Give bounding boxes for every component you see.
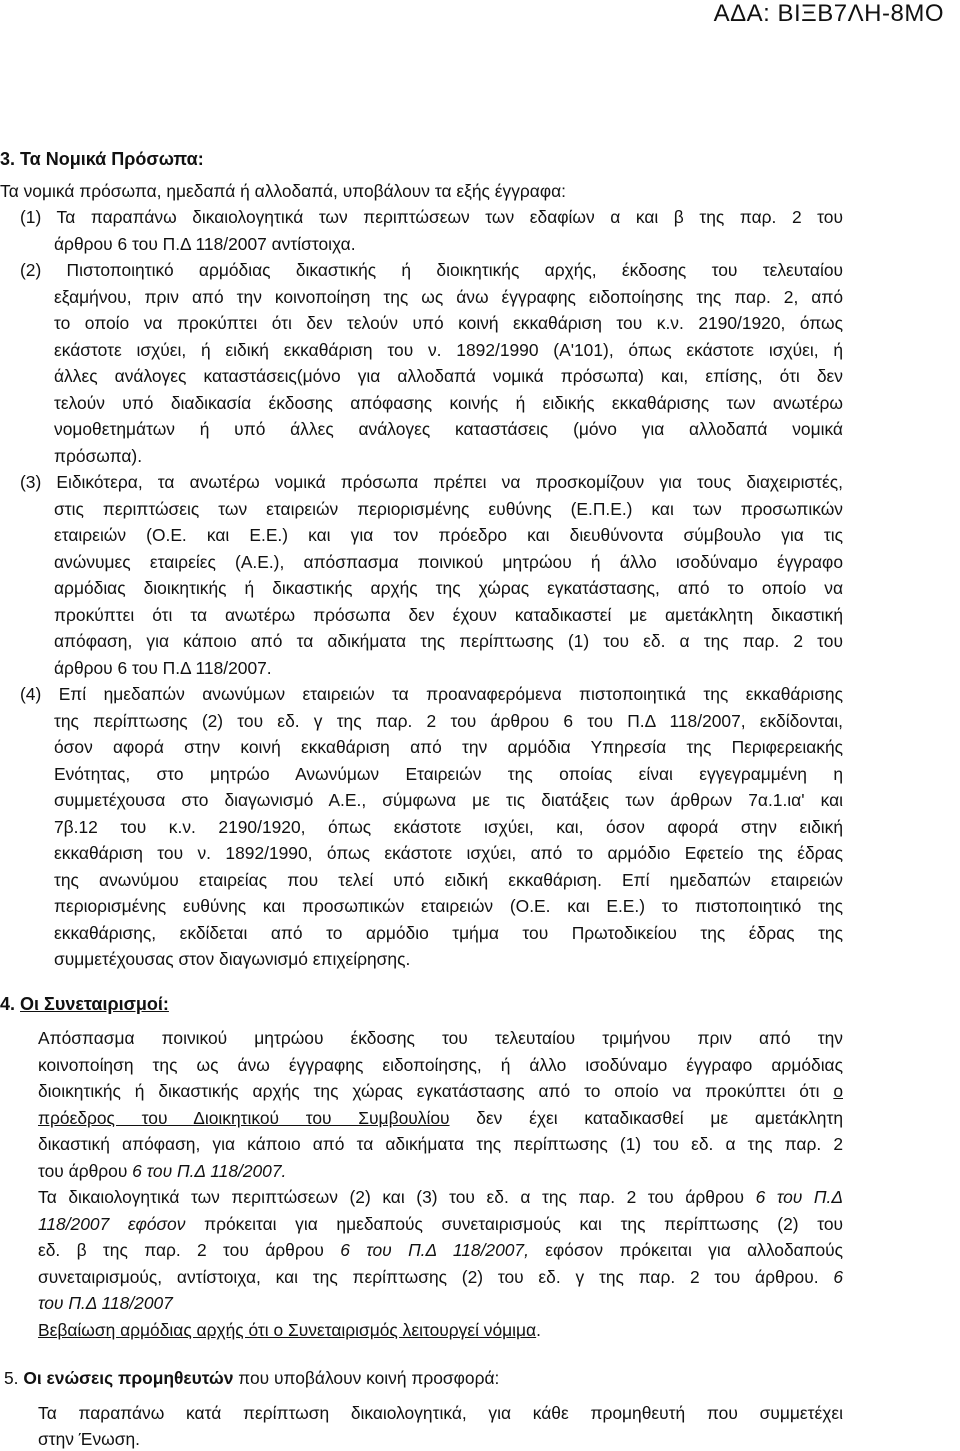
section-3-heading: 3. Τα Νομικά Πρόσωπα: <box>0 149 204 169</box>
paragraph-4-line: 7β.12 του κ.ν. 2190/1920, όπως εκάστοτε ισχύει, και, όσον αφορά στην ειδική <box>54 817 843 837</box>
paragraph-4-line: εκκαθάρισης, εκδίδεται από το αρμόδιο τμήμα του Πρωτοδικείου της έδρας της <box>54 923 843 943</box>
paragraph-3-line: ανώνυμες εταιρείες (Α.Ε.), απόσπασμα ποινικού μητρώου ή άλλο ισοδύναμο έγγραφο <box>54 552 843 572</box>
paragraph-2-line: πρόσωπα). <box>54 446 143 466</box>
paragraph-3-line: άρθρου 6 του Π.Δ 118/2007. <box>54 658 272 678</box>
paragraph-3-line: αρμόδιας διοικητικής ή δικαστικής αρχής της χώρας εγκατάστασης, από το οποίο να <box>54 578 843 598</box>
paragraph-1-line: άρθρου 6 του Π.Δ 118/2007 αντίστοιχα. <box>54 234 356 254</box>
paragraph-4-line: περιορισμένης ευθύνης και προσωπικών εταιρειών (Ο.Ε. και Ε.Ε.) το πιστοποιητικό της <box>54 896 843 916</box>
paragraph-2-line: (2) Πιστοποιητικό αρμόδιας δικαστικής ή διοικητικής αρχής, έκδοσης του τελευταίου <box>20 260 843 280</box>
section-4-title: Οι Συνεταιρισμοί: <box>20 994 169 1014</box>
president-board-text: πρόεδρος του Διοικητικού του Συμβουλίου <box>38 1108 450 1128</box>
paragraph-1-line: (1) Τα παραπάνω δικαιολογητικά των περιπτώσεων των εδαφίων α και β της παρ. 2 του <box>20 207 843 227</box>
section-4-c-line: Βεβαίωση αρμόδιας αρχής ότι ο Συνεταιρισμός λειτουργεί νόμιμα. <box>38 1320 541 1340</box>
section-4-a-line: δικαστική απόφαση, για κάποιο από τα αδικήματα της περίπτωσης (1) του εδ. α της παρ. 2 <box>38 1134 843 1154</box>
paragraph-4-line: Ενότητας, στο μητρώο Ανωνύμων Εταιρειών της οποίας είναι εγγεγραμμένη η <box>54 764 843 784</box>
section-3-intro: Τα νομικά πρόσωπα, ημεδαπά ή αλλοδαπά, υποβάλουν τα εξής έγγραφα: <box>0 181 567 201</box>
section-4-b-line: Τα δικαιολογητικά των περιπτώσεων (2) και (3) του εδ. α της παρ. 2 του άρθρου 6 του Π.Δ <box>38 1187 843 1207</box>
section-5-line: στην Ένωση. <box>38 1429 140 1449</box>
section-4-a-line: Απόσπασμα ποινικού μητρώου έκδοσης του τελευταίου τριμήνου πριν από την <box>38 1028 843 1048</box>
section-4-b-line: εδ. β της παρ. 2 του άρθρου 6 του Π.Δ 118/2007, εφόσον πρόκειται για αλλοδαπούς <box>38 1240 844 1260</box>
paragraph-4-line: συμμετέχουσας στον διαγωνισμό επιχείρησης. <box>54 949 411 969</box>
section-5-line: Τα παραπάνω κατά περίπτωση δικαιολογητικά, για κάθε προμηθευτή που συμμετέχει <box>38 1403 843 1423</box>
paragraph-3-line: απόφαση, για κάποιο από τα αδικήματα της περίπτωσης (1) του εδ. α της παρ. 2 του <box>54 631 843 651</box>
section-4-a-line: διοικητικής ή δικαστικής αρχής της χώρας εγκατάστασης από το οποίο να προκύπτει ότι ο <box>38 1081 843 1101</box>
paragraph-4-line: όσον αφορά στην κοινή εκκαθάριση από την αρμόδια Υπηρεσία της Περιφερειακής <box>54 737 843 757</box>
paragraph-3-line: εταιρειών (Ο.Ε. και Ε.Ε.) και για τον πρόεδρο και διευθύνοντα σύμβουλο για τις <box>54 525 843 545</box>
section-4-number: 4. <box>0 994 16 1014</box>
paragraph-3-line: προκύπτει ότι τα ανωτέρω πρόσωπα δεν έχουν καταδικαστεί με αμετάκλητη δικαστική <box>54 605 843 625</box>
paragraph-2-line: το οποίο να προκύπτει ότι δεν τελούν υπό κοινή εκκαθάριση του κ.ν. 2190/1920, όπως <box>54 313 843 333</box>
section-4-b-line: συνεταιρισμούς, αντίστοιχα, και της περίπτωσης (2) του εδ. γ της παρ. 2 του άρθρου. 6 <box>38 1267 843 1287</box>
paragraph-3-line: στις περιπτώσεις των εταιρειών περιορισμένης ευθύνης (Ε.Π.Ε.) και των προσωπικών <box>54 499 843 519</box>
paragraph-2-line: άλλες ανάλογες καταστάσεις(μόνο για αλλοδαπά νομικά πρόσωπα) και, επίσης, ότι δεν <box>54 366 843 386</box>
paragraph-4-line: (4) Επί ημεδαπών ανωνύμων εταιρειών τα προαναφερόμενα πιστοποιητικά της εκκαθάρισης <box>20 684 843 704</box>
paragraph-2-line: τελούν υπό διαδικασία έκδοσης απόφασης κοινής ή ειδικής εκκαθάρισης των ανωτέρω <box>54 393 843 413</box>
paragraph-2-line: εξαμήνου, πριν από την κοινοποίηση της ως άνω έγγραφης ειδοποίησης της παρ. 2, από <box>54 287 843 307</box>
section-4-a-line: του άρθρου 6 του Π.Δ 118/2007. <box>38 1161 287 1181</box>
section-4-a-line: πρόεδρος του Διοικητικού του Συμβουλίου δεν έχει καταδικασθεί με αμετάκλητη <box>38 1108 843 1128</box>
ada-code: ΑΔΑ: ΒΙΞΒ7ΛΗ-8ΜΟ <box>713 0 944 27</box>
paragraph-4-line: της ανωνύμου εταιρείας που τελεί υπό ειδική εκκαθάριση. Επί ημεδαπών εταιρειών <box>54 870 843 890</box>
paragraph-4-line: της περίπτωσης (2) του εδ. γ της παρ. 2 του άρθρου 6 του Π.Δ 118/2007, εκδίδονται, <box>54 711 843 731</box>
paragraph-4-line: εκκαθάριση του ν. 1892/1990, όπως εκάστοτε ισχύει, από το αρμόδιο Εφετείο της έδρας <box>54 843 843 863</box>
section-5-title: Οι ενώσεις προμηθευτών <box>23 1368 234 1388</box>
paragraph-3-line: (3) Ειδικότερα, τα ανωτέρω νομικά πρόσωπα πρέπει να προσκομίζουν για τους διαχειριστές, <box>20 472 843 492</box>
section-4-b-line: του Π.Δ 118/2007 <box>38 1293 173 1313</box>
paragraph-2-line: εκάστοτε ισχύει, ή ειδική εκκαθάριση του ν. 1892/1990 (Α'101), όπως εκάστοτε ισχύει, ή <box>54 340 843 360</box>
section-4-heading <box>0 993 169 1015</box>
paragraph-2-line: νομοθετημάτων ή υπό άλλες ανάλογες καταστάσεις (μόνο για αλλοδαπά νομικά <box>54 419 843 439</box>
paragraph-4-line: συμμετέχουσα στο διαγωνισμό Α.Ε., σύμφωνα με τις διατάξεις των άρθρων 7α.1.ια' και <box>54 790 843 810</box>
section-5-heading: 5. Οι ενώσεις προμηθευτών που υποβάλουν κοινή προσφορά: <box>4 1368 500 1388</box>
section-4-a-line: κοινοποίηση της ως άνω έγγραφης ειδοποίησης, ή άλλο ισοδύναμο έγγραφο αρμόδιας <box>38 1055 843 1075</box>
section-4-b-line: 118/2007 εφόσον πρόκειται για ημεδαπούς συνεταιρισμούς και της περίπτωσης (2) του <box>38 1214 843 1234</box>
